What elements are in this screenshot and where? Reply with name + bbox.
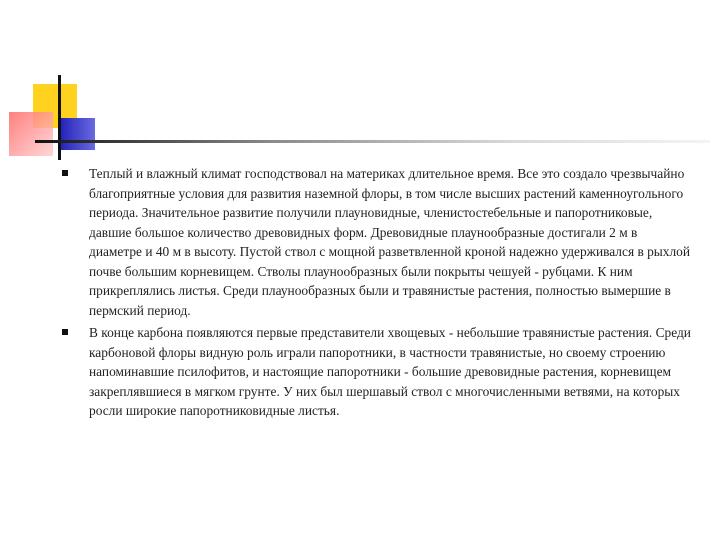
red-square-decoration — [9, 112, 53, 156]
bullet-item — [62, 164, 692, 320]
square-bullet-icon — [62, 329, 68, 335]
square-bullet-icon — [62, 170, 68, 176]
bullet-text: В конце карбона появляются первые представители хвощевых - небольшие травянистые растения. Среди карбоновой флоры видную роль играли папоротники, в частности травянистые, но своему строению напоминавшие псилофитов, и настоящие папоротники - большие древовидные растения, корневищем закреплявшиеся в мягком грунте. У них был шершавый ствол с многочисленными ветвями, на которых росли широкие папоротниковидные листья. — [89, 325, 691, 418]
bullet-item — [62, 323, 692, 421]
vertical-rule — [58, 75, 61, 160]
blue-square-decoration — [59, 118, 95, 150]
bullet-list — [62, 164, 692, 424]
horizontal-rule — [35, 140, 710, 143]
bullet-text: Теплый и влажный климат господствовал на материках длительное время. Все это создало чрезвычайно благоприятные условия для развития наземной флоры, в том числе высших растений каменноугольного периода. Значительное развитие получили плауновидные, членистостебельные и папоротниковые, давшие большое количество древовидных форм. Древовидные плаунообразные достигали 2 м в диаметре и 40 м в высоту. Пустой ствол с мощной разветвленной кроной надежно удерживался в рыхлой почве большим корневищем. Стволы плаунообразных были покрыты чешуей - рубцами. К ним прикреплялись листья. Среди плаунообразных были и травянистые растения, полностью вымершие в пермский период. — [89, 166, 691, 318]
